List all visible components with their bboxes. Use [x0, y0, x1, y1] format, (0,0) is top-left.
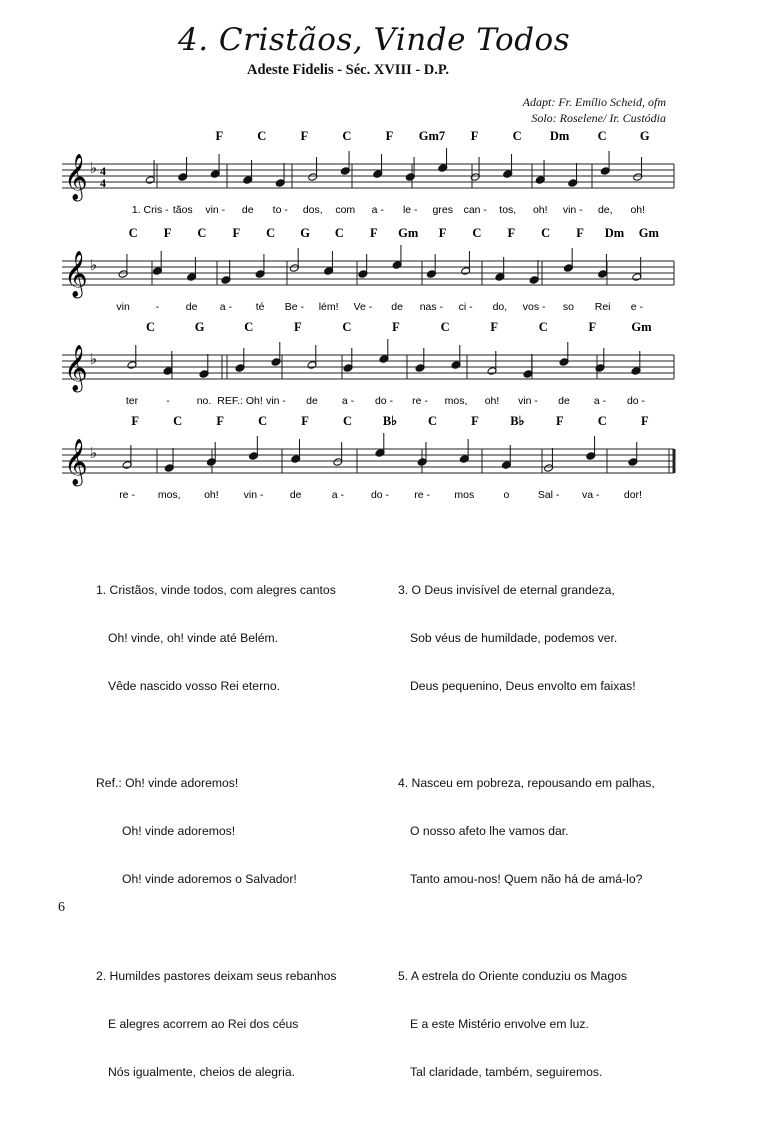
verse-line: Tal claridade, também, seguiremos.: [410, 1065, 603, 1079]
page-number: 6: [58, 900, 65, 915]
verse-line: Oh! vinde, oh! vinde até Belém.: [108, 631, 279, 645]
lyric-syllable: a -: [371, 204, 384, 216]
chord-symbol: F: [556, 414, 564, 428]
lyric-syllable: vin -: [205, 204, 226, 216]
lyric-syllable: to -: [272, 204, 288, 216]
lyric-syllable: vin -: [562, 204, 583, 216]
lyric-syllable: mos: [454, 489, 475, 501]
chord-symbol: C: [343, 414, 353, 428]
chord-symbol: Gm7: [418, 129, 446, 143]
chord-symbol: C: [173, 414, 183, 428]
chord-symbol: F: [163, 226, 172, 240]
lyric-syllable: do -: [374, 395, 394, 407]
lyric-syllable: no.: [196, 395, 212, 407]
refrain: [96, 743, 337, 919]
verse-line: 4. Nasceu em pobreza, repousando em palhas,: [398, 776, 655, 790]
lyric-syllable: oh!: [630, 204, 646, 216]
key-flat-icon: ♭: [90, 352, 98, 368]
staff-notation-1: [62, 129, 682, 230]
chord-symbol: F: [438, 226, 447, 240]
chord-symbol: C: [512, 129, 522, 143]
lyric-syllable: re -: [414, 489, 431, 501]
lyric-syllable: vin -: [243, 489, 264, 501]
chord-symbol: F: [471, 414, 479, 428]
lyric-syllable: dor!: [623, 489, 642, 501]
lyric-syllable: a -: [219, 301, 233, 313]
verse-5: [398, 936, 655, 1112]
chord-symbol: C: [334, 226, 344, 240]
lyric-syllable: nas -: [419, 301, 444, 313]
chord-symbol: F: [215, 129, 224, 143]
verse-line: Ref.: Oh! vinde adoremos!: [96, 776, 239, 790]
chord-symbol: F: [300, 129, 309, 143]
chord-symbol: G: [300, 226, 310, 240]
song-subtitle: Adeste Fidelis - Séc. XVIII - D.P.: [247, 62, 450, 78]
chord-symbol: F: [385, 129, 394, 143]
staff-notation-4: [62, 414, 682, 515]
lyric-syllable: re -: [412, 395, 428, 407]
lyric-syllable: vin -: [518, 395, 538, 407]
lyric-syllable: Be -: [284, 301, 305, 313]
chord-symbol: C: [197, 226, 207, 240]
treble-clef-icon: 𝄞: [64, 251, 88, 296]
chord-symbol: Gm: [638, 226, 659, 240]
verse-line: Deus pequenino, Deus envolto em faixas!: [410, 679, 636, 693]
lyric-syllable: Sal -: [537, 489, 560, 501]
chord-symbol: C: [244, 320, 254, 334]
chord-symbol: C: [541, 226, 551, 240]
lyric-syllable: do,: [492, 301, 508, 313]
lyric-syllable: va -: [582, 489, 600, 501]
chord-symbol: C: [146, 320, 156, 334]
chord-symbol: F: [392, 320, 400, 334]
chord-symbol: B♭: [510, 414, 525, 428]
chord-symbol: F: [470, 129, 479, 143]
chord-symbol: C: [342, 129, 352, 143]
lyric-syllable: oh!: [204, 489, 219, 501]
lyric-syllable: dos,: [302, 204, 323, 216]
staff-notation-3: [62, 320, 682, 421]
lyric-syllable: de: [289, 489, 302, 501]
verse-line: E alegres acorrem ao Rei dos céus: [108, 1017, 299, 1031]
lyric-syllable: -: [166, 395, 170, 407]
chord-symbol: Dm: [604, 226, 625, 240]
lyric-syllable: a -: [341, 395, 355, 407]
chord-symbol: Gm: [398, 226, 419, 240]
lyric-syllable: oh!: [484, 395, 500, 407]
lyric-syllable: tos,: [499, 204, 517, 216]
chord-symbol: C: [472, 226, 482, 240]
chord-symbol: C: [440, 320, 450, 334]
lyric-syllable: can -: [463, 204, 487, 216]
song-title: 4. Cristãos, Vinde Todos: [178, 22, 571, 58]
lyric-syllable: com: [335, 204, 356, 216]
chord-symbol: C: [258, 414, 268, 428]
lyric-syllable: oh!: [532, 204, 548, 216]
chord-symbol: C: [427, 414, 437, 428]
verse-line: 1. Cristãos, vinde todos, com alegres cantos: [96, 583, 336, 597]
lyric-syllable: de: [185, 301, 198, 313]
time-signature-bottom: 4: [100, 176, 106, 190]
lyric-syllable: gres: [432, 204, 453, 216]
chord-symbol: F: [507, 226, 516, 240]
chord-symbol: F: [369, 226, 378, 240]
verse-3: [398, 550, 655, 726]
lyric-syllable: REF.: Oh!: [217, 395, 263, 407]
lyric-syllable: mos,: [444, 395, 468, 407]
treble-clef-icon: 𝄞: [64, 154, 88, 199]
adaptation-credit: Adapt: Fr. Emílio Scheid, ofm: [522, 95, 666, 109]
chord-symbol: F: [588, 320, 597, 334]
lyric-syllable: ter: [125, 395, 139, 407]
verse-2: [96, 936, 337, 1112]
lyric-syllable: a -: [331, 489, 344, 501]
verses-right-column: [398, 550, 655, 1129]
lyric-syllable: ci -: [458, 301, 473, 313]
lyric-syllable: tãos: [172, 204, 193, 216]
verse-4: [398, 743, 655, 919]
lyric-syllable: de: [306, 395, 318, 407]
lyric-syllable: de: [391, 301, 403, 313]
lyric-syllable: -: [155, 301, 160, 313]
key-flat-icon: ♭: [90, 258, 98, 274]
lyric-syllable: so: [562, 301, 574, 313]
chord-symbol: Gm: [631, 320, 652, 334]
verse-line: 3. O Deus invisível de eternal grandeza,: [398, 583, 615, 597]
lyric-syllable: mos,: [157, 489, 181, 501]
chord-symbol: C: [257, 129, 267, 143]
lyric-syllable: le -: [402, 204, 418, 216]
lyric-syllable: vin -: [266, 395, 286, 407]
treble-clef-icon: 𝄞: [64, 345, 88, 390]
solo-credit: Solo: Roselene/ Ir. Custódia: [531, 111, 666, 125]
chord-symbol: G: [639, 129, 650, 143]
lyric-syllable: vos -: [522, 301, 546, 313]
chord-symbol: C: [342, 320, 352, 334]
verse-line: 2. Humildes pastores deixam seus rebanhos: [96, 969, 337, 983]
lyric-syllable: de: [241, 204, 254, 216]
lyric-syllable: Ve -: [353, 301, 373, 313]
verse-line: Oh! vinde adoremos o Salvador!: [122, 872, 297, 886]
verse-line: Vêde nascido vosso Rei eterno.: [108, 679, 281, 693]
lyric-syllable: re -: [119, 489, 135, 501]
key-flat-icon: ♭: [90, 446, 98, 462]
chord-symbol: F: [301, 414, 309, 428]
verse-line: Tanto amou-nos! Quem não há de amá-lo?: [410, 872, 643, 886]
chord-symbol: F: [490, 320, 499, 334]
chord-symbol: F: [640, 414, 649, 428]
key-flat-icon: ♭: [90, 161, 98, 177]
verse-line: O nosso afeto lhe vamos dar.: [410, 824, 569, 838]
chord-symbol: Dm: [549, 129, 570, 143]
lyric-syllable: té: [255, 301, 265, 313]
chord-symbol: C: [266, 226, 276, 240]
verse-line: Nós igualmente, cheios de alegria.: [108, 1065, 295, 1079]
lyric-syllable: do -: [626, 395, 646, 407]
chord-symbol: C: [538, 320, 548, 334]
chord-symbol: F: [576, 226, 584, 240]
chord-symbol: G: [194, 320, 205, 334]
verse-line: Oh! vinde adoremos!: [122, 824, 236, 838]
lyric-syllable: do -: [370, 489, 390, 501]
chord-symbol: F: [216, 414, 224, 428]
chord-symbol: C: [597, 129, 607, 143]
lyric-syllable: Rei: [594, 301, 611, 313]
treble-clef-icon: 𝄞: [64, 439, 88, 484]
verse-line: 5. A estrela do Oriente conduziu os Magos: [398, 969, 627, 983]
lyric-syllable: o: [503, 489, 510, 501]
verse-line: E a este Mistério envolve em luz.: [410, 1017, 589, 1031]
verse-line: Sob véus de humildade, podemos ver.: [410, 631, 618, 645]
lyric-syllable: a -: [593, 395, 607, 407]
time-signature-top: 4: [100, 164, 106, 178]
chord-symbol: F: [232, 226, 241, 240]
music-system-4: [62, 414, 682, 535]
chord-symbol: F: [293, 320, 302, 334]
lyric-syllable: vin: [116, 301, 130, 313]
staff-notation-2: [62, 226, 682, 327]
chord-symbol: F: [131, 414, 140, 428]
chord-symbol: C: [128, 226, 138, 240]
verses-left-column: [96, 550, 337, 1129]
chord-symbol: C: [597, 414, 607, 428]
chord-symbol: B♭: [382, 414, 398, 428]
lyric-syllable: e -: [630, 301, 644, 313]
lyric-syllable: 1. Cris -: [131, 204, 169, 216]
verse-1: [96, 550, 337, 726]
lyric-syllable: de: [558, 395, 570, 407]
lyric-syllable: lém!: [318, 301, 339, 313]
lyric-syllable: de,: [597, 204, 613, 216]
